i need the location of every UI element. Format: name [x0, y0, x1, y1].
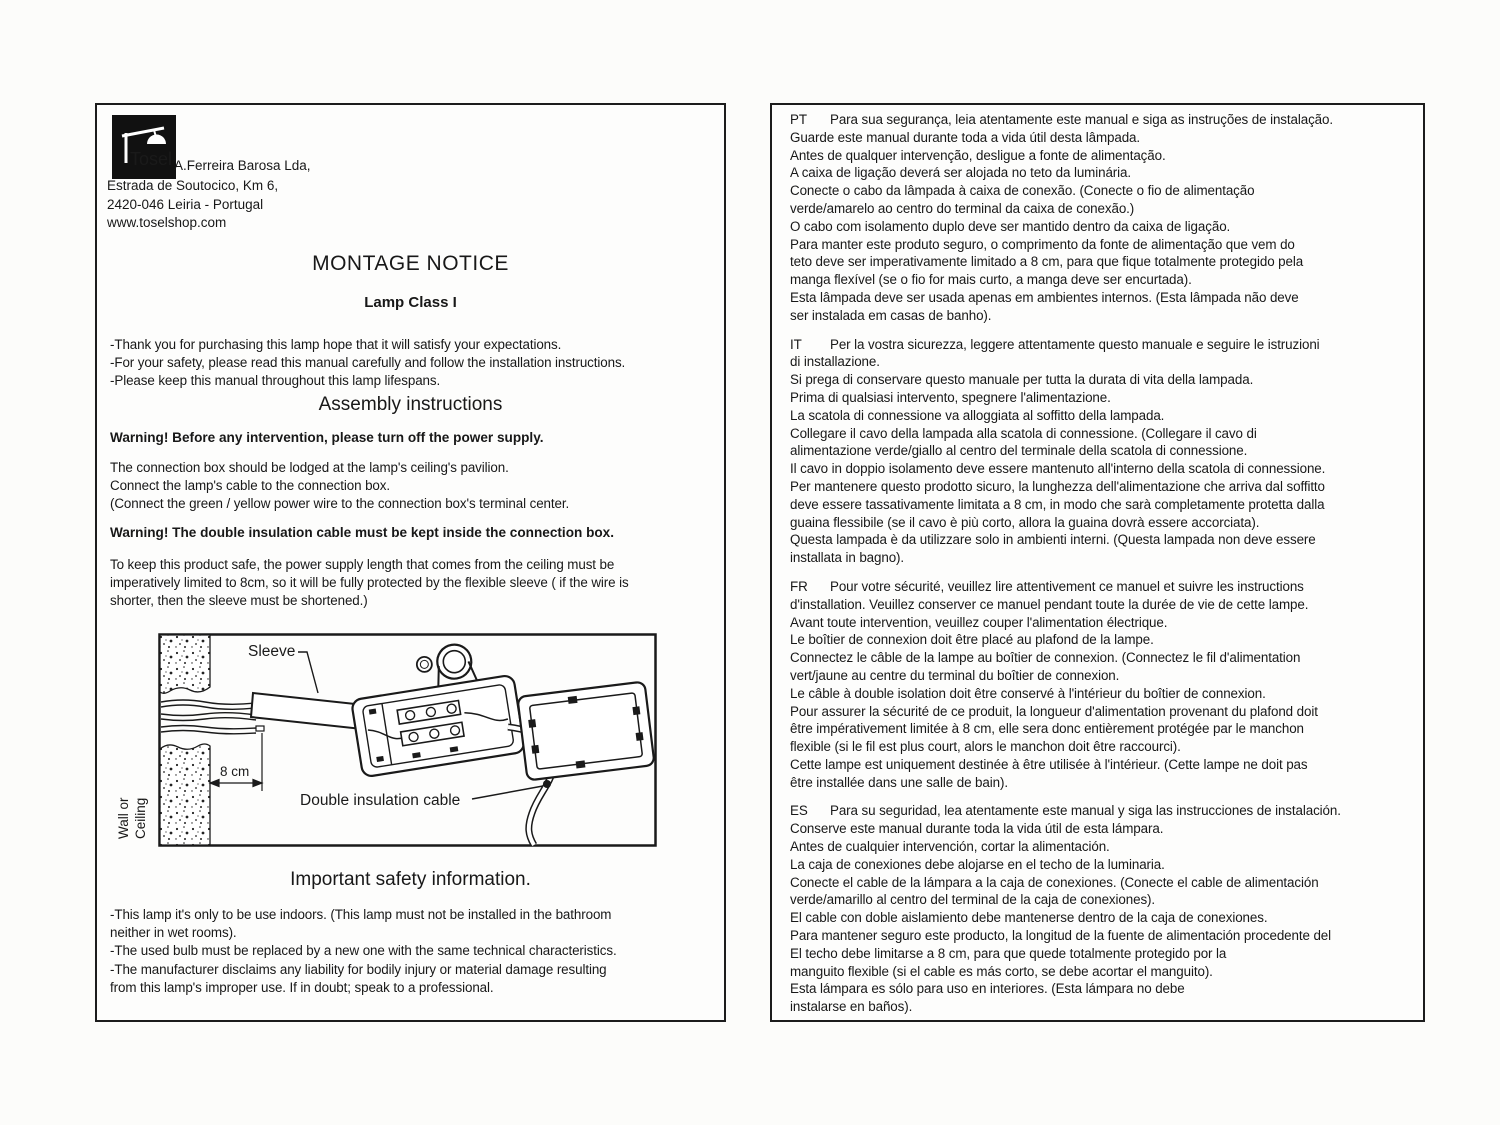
language-code: FR	[790, 578, 808, 594]
text-line: Questa lampada è da utilizzare solo in ambienti interni. (Questa lampada non deve essere	[790, 532, 1316, 548]
text-line: Avant toute intervention, veuillez couper l'alimentation électrique.	[790, 614, 1168, 630]
wall-hatch-upper	[160, 635, 210, 693]
text-line: (Connect the green / yellow power wire to the connection box's terminal center.	[110, 496, 570, 512]
text-line: Connectez le câble de la lampe au boîtier de connexion. (Connectez le fil d'alimentation	[790, 650, 1301, 666]
connection-box	[345, 636, 525, 777]
installation-diagram	[158, 633, 657, 847]
intro-paragraph	[110, 336, 625, 391]
logo-text: Tosel	[130, 149, 173, 169]
text-line: Para mantener seguro este producto, la longitud de la fuente de alimentación procedente del	[790, 928, 1332, 944]
text-line: The connection box should be lodged at the lamp's ceiling's pavilion.	[110, 460, 509, 475]
text-line: Estrada de Soutocico, Km 6,	[107, 178, 279, 193]
text-line: vert/jaune au centre du terminal du boîtier de connexion.	[790, 667, 1120, 683]
safety-heading: Important safety information.	[290, 869, 531, 890]
text-line: Cette lampe est uniquement destinée à être utilisée à l'intérieur. (Cette lampe ne doit pas	[790, 756, 1308, 772]
text-line: La scatola di connessione va alloggiata al soffitto della lampada.	[790, 407, 1165, 423]
text-line: www.toselshop.com	[107, 215, 227, 230]
text-line: -This lamp it's only to be use indoors. (This lamp must not be installed in the bathroom	[110, 907, 612, 922]
text-line: neither in wet rooms).	[110, 925, 237, 941]
language-code: PT	[790, 112, 807, 127]
language-section	[790, 111, 1407, 325]
text-line: La caja de conexiones debe alojarse en el techo de la luminaria.	[790, 856, 1165, 872]
text-line: O cabo com isolamento duplo deve ser mantido dentro da caixa de ligação.	[790, 218, 1231, 234]
cable-label: Double insulation cable	[300, 792, 461, 809]
text-line: To keep this product safe, the power supply length that comes from the ceiling must be	[110, 557, 615, 572]
text-line: FR Pour votre sécurité, veuillez lire attentivement ce manuel et suivre les instructions	[790, 578, 1304, 594]
text-line: di installazione.	[790, 354, 880, 370]
text-line: Collegare il cavo della lampada alla scatola di connessione. (Collegare il cavo di	[790, 425, 1257, 441]
text-line: instalarse en baños).	[790, 999, 913, 1015]
sleeve-leader-line	[298, 652, 318, 693]
company-name: A.Ferreira Barosa Lda,	[174, 158, 311, 173]
text-line: A caixa de ligação deverá ser alojada no teto da luminária.	[790, 165, 1131, 181]
warning-insulation-cable: Warning! The double insulation cable must be kept inside the connection box.	[110, 525, 615, 540]
text-line: Si prega di conservare questo manuale per tutta la durata di vita della lampada.	[790, 372, 1254, 388]
text-line: Guarde este manual durante toda a vida útil desta lâmpada.	[790, 129, 1141, 145]
text-line: installata in bagno).	[790, 550, 905, 566]
safety-paragraph	[110, 906, 617, 997]
text-line: verde/amarillo al centro del terminal de la caja de conexiones).	[790, 892, 1156, 908]
text-line: Conecte o cabo da lâmpada à caixa de conexão. (Conecte o fio de alimentação	[790, 183, 1255, 199]
cover-box	[517, 682, 654, 781]
text-line: Conserve este manual durante toda la vida útil de esta lámpara.	[790, 821, 1164, 837]
text-line: flexible (si le fil est plus court, alors le manchon doit être raccourci).	[790, 739, 1181, 755]
text-line: Pour assurer la sécurité de ce produit, la longueur d'alimentation provenant du plafond doit	[790, 703, 1318, 719]
tosel-logo-icon	[112, 115, 176, 179]
lamp-class-subtitle: Lamp Class I	[364, 294, 457, 311]
text-line: Connect the lamp's cable to the connection box.	[110, 478, 390, 494]
text-line: Esta lâmpada deve ser usada apenas em ambientes internos. (Esta lâmpada não deve	[790, 289, 1299, 305]
text-line: alimentazione verde/giallo al centro del terminale della scatola di connessione.	[790, 443, 1248, 459]
text-line: verde/amarelo ao centro do terminal da caixa de conexão.)	[790, 200, 1135, 216]
language-section	[790, 802, 1407, 1016]
text-line: Le câble à double isolation doit être conservé à l'intérieur du boîtier de connexion.	[790, 685, 1266, 701]
dimension-8cm	[210, 733, 262, 791]
text-line: El cable con doble aislamiento debe mantenerse dentro de la caja de conexiones.	[790, 910, 1268, 926]
cable-leader-line	[472, 786, 543, 799]
text-line: teto deve ser imperativamente limitado a 8 cm, para que fique totalmente protegido pela	[790, 254, 1304, 270]
text-line: deve essere tassativamente limitata a 8 cm, in modo che sarà completamente protetta dalla	[790, 496, 1325, 512]
text-line: shorter, then the sleeve must be shortened.)	[110, 593, 368, 609]
text-line: ser instalada em casas de banho).	[790, 307, 992, 323]
text-line: Antes de qualquer intervenção, desligue a fonte de alimentação.	[790, 147, 1166, 163]
text-line: -Thank you for purchasing this lamp hope that it will satisfy your expectations.	[110, 337, 562, 352]
language-code: IT	[790, 336, 802, 352]
text-line: Conecte el cable de la lámpara a la caja de conexiones. (Conecte el cable de alimentación	[790, 874, 1319, 890]
text-line: Esta lámpara es sólo para uso en interiores. (Esta lámpara no debe	[790, 981, 1185, 997]
language-section	[790, 578, 1407, 792]
text-line: Prima di qualsiasi intervento, spegnere l'alimentazione.	[790, 389, 1111, 405]
text-line: -For your safety, please read this manual carefully and follow the installation instructions.	[110, 355, 626, 371]
text-line: être impérativement limitée à 8 cm, elle sera donc entièrement protégée par le manchon	[790, 721, 1304, 737]
text-line: Le boîtier de connexion doit être placé au plafond de la lampe.	[790, 632, 1154, 648]
text-line: PT Para sua segurança, leia atentamente este manual e siga as instruções de instalação.	[790, 112, 1333, 127]
text-line: Ceiling	[133, 797, 148, 839]
text-line: manga flexível (se o fio for mais curto, a manga deve ser encurtada).	[790, 272, 1192, 288]
text-line: Antes de cualquier intervención, cortar la alimentación.	[790, 839, 1110, 855]
cable-leader-dot	[543, 780, 551, 788]
text-line: 2420-046 Leiria - Portugal	[107, 196, 264, 212]
translations-panel	[770, 103, 1425, 1022]
text-line: Il cavo in doppio isolamento deve essere mantenuto all'interno della scatola di connessione.	[790, 461, 1326, 477]
company-address	[107, 177, 278, 233]
language-code: ES	[790, 803, 808, 819]
text-line: guaina flessibile (se il cavo è più corto, allora la guaina dovrà essere accorciata).	[790, 514, 1260, 530]
text-line: ES Para su seguridad, lea atentamente este manual y siga las instrucciones de instalación.	[790, 803, 1341, 819]
english-instructions-panel	[95, 103, 726, 1022]
text-line: -The used bulb must be replaced by a new one with the same technical characteristics.	[110, 943, 617, 959]
text-line: imperatively limited to 8cm, so it will be fully protected by the flexible sleeve ( if the wire is	[110, 575, 629, 591]
assembly-heading: Assembly instructions	[318, 394, 503, 415]
text-line: d'installation. Veuillez conserver ce manuel pendant toute la durée de vie de cette lampe.	[790, 596, 1309, 612]
warning-power-supply: Warning! Before any intervention, please turn off the power supply.	[110, 430, 544, 445]
dimension-label: 8 cm	[220, 764, 250, 779]
text-line: manguito flexible (si el cable es más corto, se debe acortar el manguito).	[790, 963, 1213, 979]
text-line: -Please keep this manual throughout this lamp lifespans.	[110, 373, 441, 389]
supply-length-paragraph	[110, 556, 629, 611]
text-line: Para manter este produto seguro, o comprimento da fonte de alimentação que vem do	[790, 236, 1295, 252]
wall-ceiling-label	[115, 743, 151, 839]
text-line: Wall or	[116, 797, 131, 839]
text-line: El techo debe limitarse a 8 cm, para que quede totalmente protegido por la	[790, 945, 1227, 961]
text-line: IT Per la vostra sicurezza, leggere attentamente questo manuale e seguire le istruzioni	[790, 336, 1320, 352]
text-line: être installée dans une salle de bain).	[790, 774, 1008, 790]
text-line: -The manufacturer disclaims any liability for bodily injury or material damage resulting	[110, 961, 607, 977]
text-line: from this lamp's improper use. If in doubt; speak to a professional.	[110, 979, 494, 995]
page-title: MONTAGE NOTICE	[312, 252, 509, 275]
connection-paragraph	[110, 459, 569, 514]
power-wires	[161, 700, 264, 734]
tosel-logo	[112, 115, 176, 179]
language-section	[790, 336, 1407, 567]
sleeve-label: Sleeve	[248, 643, 296, 660]
wall-hatch-lower	[160, 744, 210, 845]
text-line: Per mantenere questo prodotto sicuro, la lunghezza dell'alimentazione che arriva dal soffitto	[790, 478, 1325, 494]
